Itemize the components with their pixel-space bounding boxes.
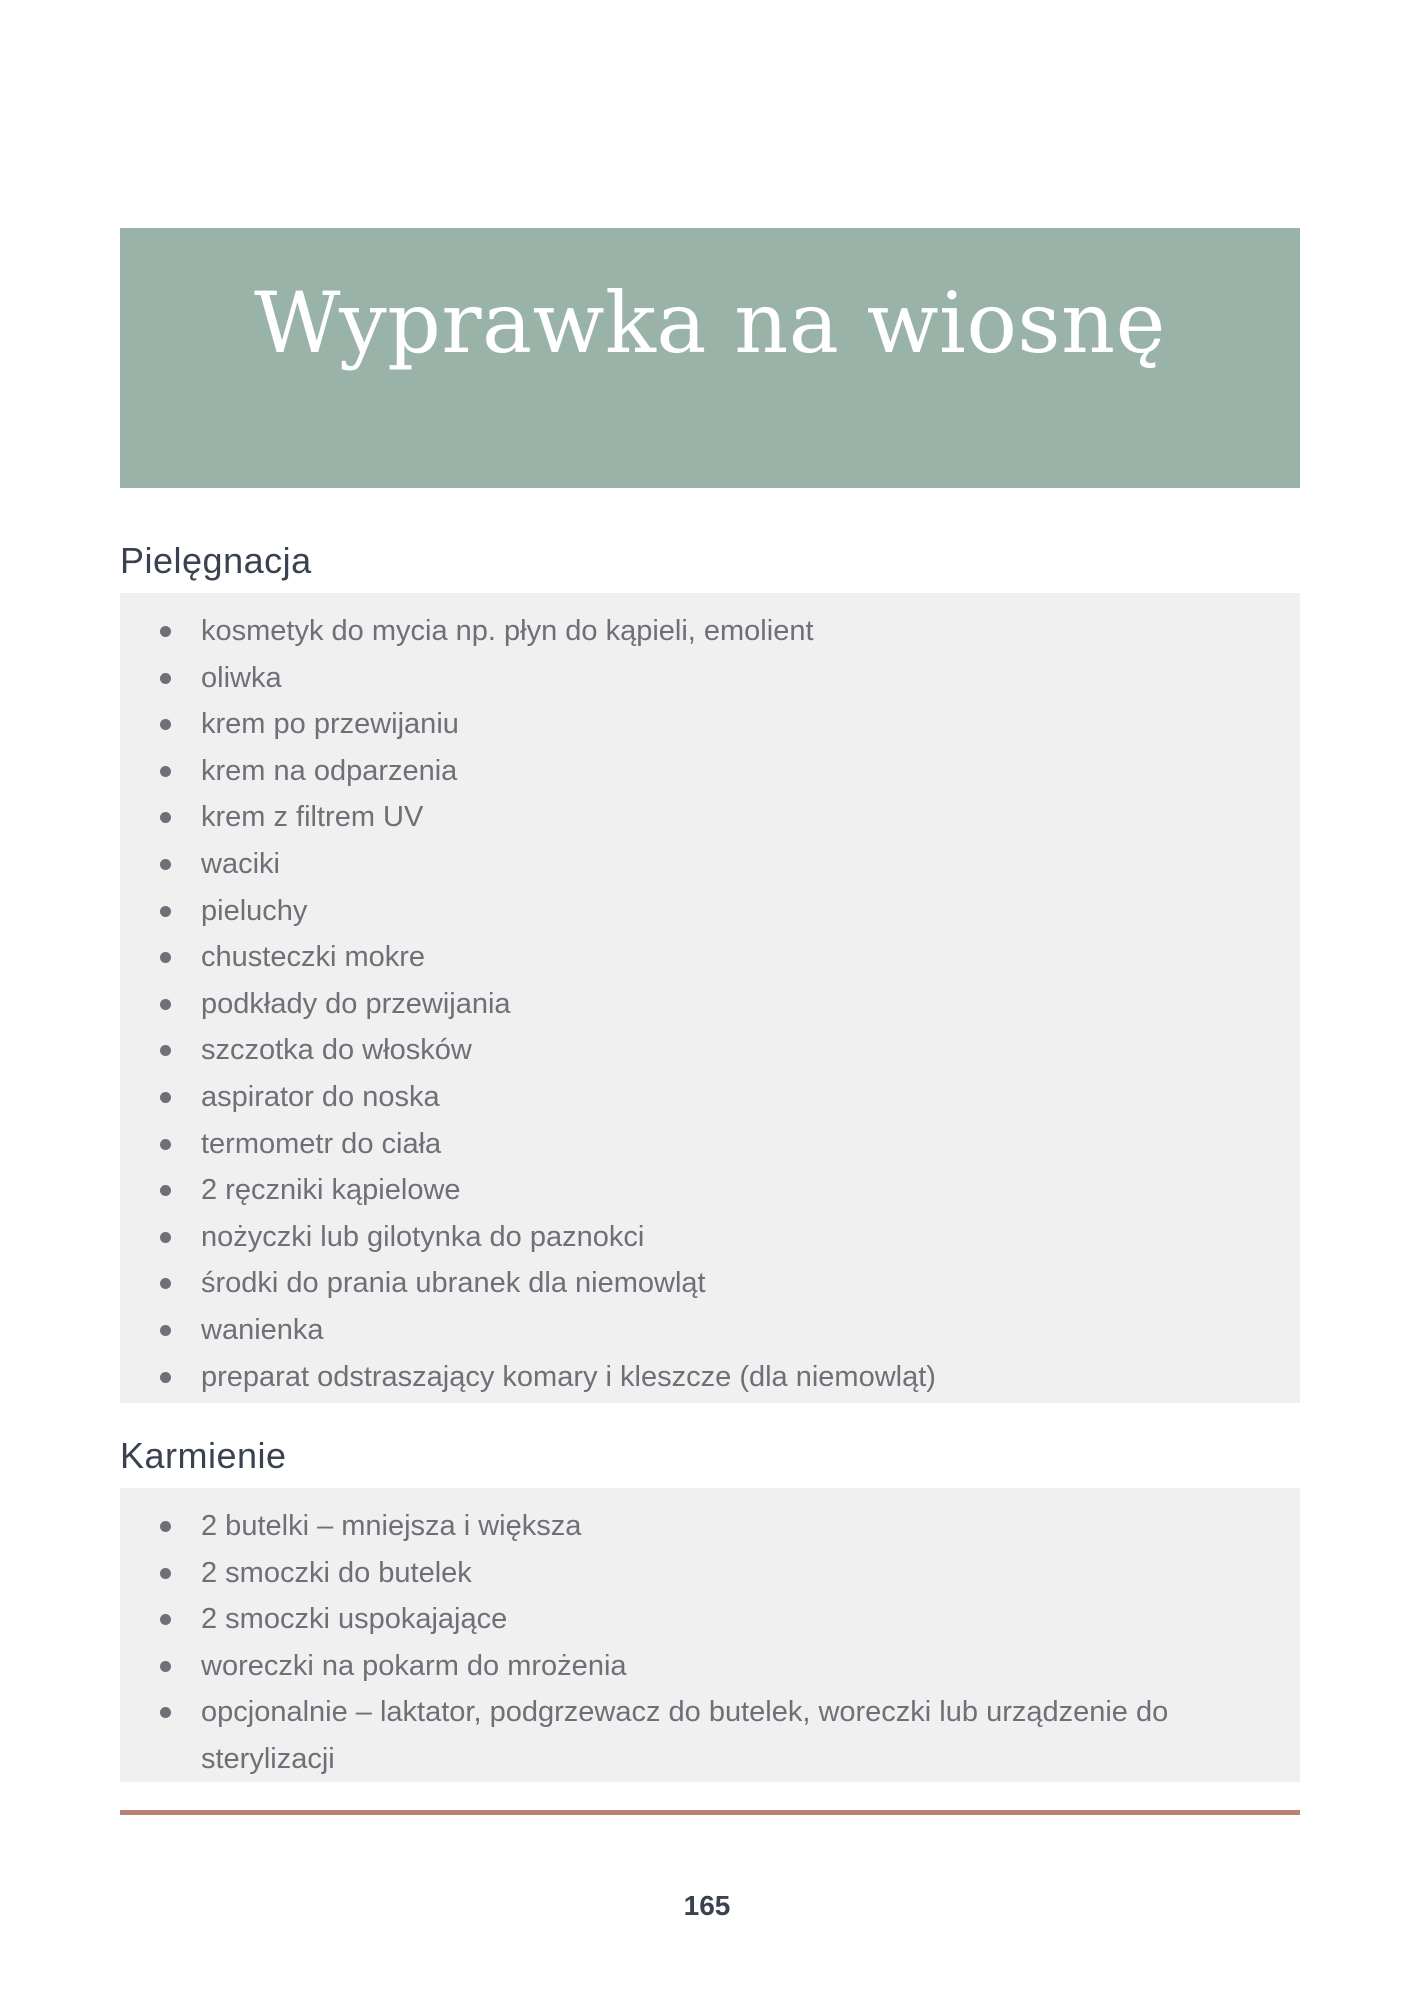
bullet-icon xyxy=(160,1325,171,1336)
bullet-icon xyxy=(160,626,171,637)
bullet-icon xyxy=(160,1278,171,1289)
list-item: szczotka do włosków xyxy=(120,1027,1300,1074)
bullet-icon xyxy=(160,906,171,917)
title-banner xyxy=(120,228,1300,488)
bullet-icon xyxy=(160,766,171,777)
list-item: wanienka xyxy=(120,1307,1300,1354)
list-item: pieluchy xyxy=(120,888,1300,935)
bullet-icon xyxy=(160,1045,171,1056)
bullet-icon xyxy=(160,673,171,684)
list-item: preparat odstraszający komary i kleszcze (dla niemowląt) xyxy=(120,1354,1300,1401)
list-item: termometr do ciała xyxy=(120,1121,1300,1168)
list-item: podkłady do przewijania xyxy=(120,981,1300,1028)
list-item: nożyczki lub gilotynka do paznokci xyxy=(120,1214,1300,1261)
list-item: środki do prania ubranek dla niemowląt xyxy=(120,1260,1300,1307)
list-item: krem na odparzenia xyxy=(120,748,1300,795)
bullet-icon xyxy=(160,1521,171,1532)
page-number: 165 xyxy=(683,1890,731,1921)
bullet-icon xyxy=(160,812,171,823)
list-item: woreczki na pokarm do mrożenia xyxy=(120,1643,1300,1690)
bullet-icon xyxy=(160,1139,171,1150)
checklist-pielegnacja xyxy=(120,593,1300,1403)
bullet-icon xyxy=(160,719,171,730)
bullet-icon xyxy=(160,1661,171,1672)
list-item: krem po przewijaniu xyxy=(120,701,1300,748)
bullet-icon xyxy=(160,1568,171,1579)
checklist-karmienie xyxy=(120,1488,1300,1782)
bullet-icon xyxy=(160,952,171,963)
list-item: krem z filtrem UV xyxy=(120,794,1300,841)
list-item: 2 smoczki uspokajające xyxy=(120,1596,1300,1643)
bullet-icon xyxy=(160,1232,171,1243)
bullet-icon xyxy=(160,1372,171,1383)
bullet-icon xyxy=(160,859,171,870)
footer-divider xyxy=(120,1810,1300,1815)
section-heading-pielegnacja: Pielęgnacja xyxy=(120,540,312,581)
page-title: Wyprawka na wiosnę xyxy=(254,273,1166,372)
list-item: chusteczki mokre xyxy=(120,934,1300,981)
list-item: 2 smoczki do butelek xyxy=(120,1550,1300,1597)
bullet-icon xyxy=(160,1092,171,1103)
section-heading-karmienie: Karmienie xyxy=(120,1435,287,1476)
bullet-icon xyxy=(160,1614,171,1625)
list-item: waciki xyxy=(120,841,1300,888)
list-item: kosmetyk do mycia np. płyn do kąpieli, emolient xyxy=(120,608,1300,655)
list-item: 2 butelki – mniejsza i większa xyxy=(120,1503,1300,1550)
list-item: aspirator do noska xyxy=(120,1074,1300,1121)
list-item: opcjonalnie – laktator, podgrzewacz do butelek, woreczki lub urządzenie do sterylizacji xyxy=(120,1689,1300,1782)
list-item: oliwka xyxy=(120,655,1300,702)
bullet-icon xyxy=(160,1185,171,1196)
bullet-icon xyxy=(160,1707,171,1718)
list-item: 2 ręczniki kąpielowe xyxy=(120,1167,1300,1214)
bullet-icon xyxy=(160,999,171,1010)
